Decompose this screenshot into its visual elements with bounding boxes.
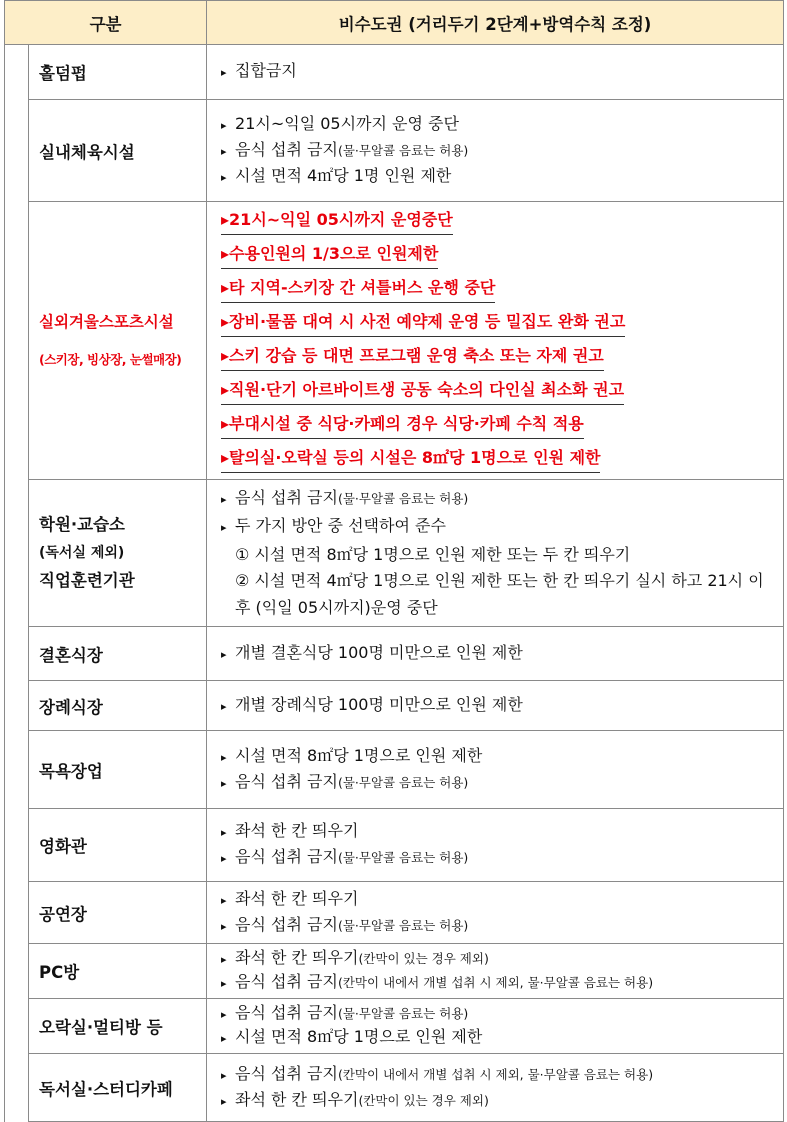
bullet-icon: ▸ <box>221 311 230 331</box>
category-cell: 목욕장업 <box>29 731 207 809</box>
rule-line-red: ▸장비·물품 대여 시 사전 예약제 운영 등 밀집도 완화 권고 <box>221 310 625 337</box>
rule-line-red: ▸탈의실·오락실 등의 시설은 8㎡당 1명으로 인원 제한 <box>221 446 600 473</box>
rules-cell <box>207 202 784 480</box>
table-row <box>5 681 784 731</box>
rule-subline: ① 시설 면적 8㎡당 1명으로 인원 제한 또는 두 칸 띄우기 <box>235 544 631 564</box>
category-cell: PC방 <box>29 944 207 999</box>
rule-line: ▸ 좌석 한 칸 띄우기(칸막이 있는 경우 제외) <box>221 1088 775 1114</box>
table-row <box>5 627 784 681</box>
header-rules: 비수도권 (거리두기 2단계+방역수칙 조정) <box>207 1 784 45</box>
category-cell: 결혼식장 <box>29 627 207 681</box>
rule-line-red: ▸직원·단기 아르바이트생 공동 숙소의 다인실 최소화 권고 <box>221 378 624 405</box>
rule-line-red: ▸스키 강습 등 대면 프로그램 운영 축소 또는 자제 권고 <box>221 344 604 371</box>
category-cell: 학원·교습소 (독서실 제외) 직업훈련기관 <box>29 480 207 627</box>
bullet-icon: ▸ <box>221 826 227 839</box>
rule-line: ▸ 시설 면적 4㎡당 1명 인원 제한 <box>221 164 775 190</box>
table-row <box>5 100 784 202</box>
rule-line: ▸ 음식 섭취 금지(물·무알콜 음료는 허용) <box>221 485 775 514</box>
rule-line: ▸ 집합금지 <box>221 59 775 85</box>
table-row <box>5 809 784 882</box>
bullet-icon: ▸ <box>221 521 227 535</box>
rules-cell <box>207 100 784 202</box>
rule-line: ▸ 음식 섭취 금지(칸막이 내에서 개별 섭취 시 제외, 물·무알콜 음료는 허용) <box>221 1062 775 1088</box>
bullet-icon: ▸ <box>221 413 230 433</box>
rule-line: ▸ 음식 섭취 금지(칸막이 내에서 개별 섭취 시 제외, 물·무알콜 음료는 허용) <box>221 971 775 995</box>
bullet-icon: ▸ <box>221 170 227 184</box>
rule-line-red: ▸타 지역-스키장 간 셔틀버스 운행 중단 <box>221 276 495 303</box>
bullet-icon: ▸ <box>221 852 227 865</box>
rules-cell <box>207 731 784 809</box>
category-cell: 독서실·스터디카페 <box>29 1054 207 1122</box>
rule-line: ▸ 개별 장례식당 100명 미만으로 인원 제한 <box>221 693 775 719</box>
table-row <box>5 999 784 1054</box>
rule-line: ▸ 좌석 한 칸 띄우기(칸막이 있는 경우 제외) <box>221 947 775 971</box>
table-row <box>5 731 784 809</box>
category-cell: 장례식장 <box>29 681 207 731</box>
rules-cell <box>207 999 784 1054</box>
rules-cell <box>207 45 784 100</box>
rule-line: ▸ 좌석 한 칸 띄우기 <box>221 819 775 845</box>
table-row <box>5 480 784 627</box>
table-row <box>5 45 784 100</box>
bullet-icon: ▸ <box>221 492 227 506</box>
category-cell: 실외겨울스포츠시설 (스키장, 빙상장, 눈썰매장) <box>29 202 207 480</box>
category-cell: 오락실·멀티방 등 <box>29 999 207 1054</box>
rule-line: ▸ 음식 섭취 금지(물·무알콜 음료는 허용) <box>221 770 775 796</box>
bullet-icon: ▸ <box>221 776 227 790</box>
rules-cell <box>207 1054 784 1122</box>
bullet-icon: ▸ <box>221 1032 227 1045</box>
rules-cell <box>207 627 784 681</box>
category-cell: 공연장 <box>29 882 207 944</box>
bullet-icon: ▸ <box>221 953 227 966</box>
table-row <box>5 944 784 999</box>
table-header-row <box>5 1 784 45</box>
regulation-table <box>4 0 784 1122</box>
rule-line: ▸ 음식 섭취 금지(물·무알콜 음료는 허용) <box>221 913 775 939</box>
bullet-icon: ▸ <box>221 277 230 297</box>
rule-line: ▸ 음식 섭취 금지(물·무알콜 음료는 허용) <box>221 1002 775 1026</box>
left-margin-cell <box>5 45 29 1122</box>
rule-line: ▸ 두 가지 방안 중 선택하여 준수 <box>221 513 775 542</box>
category-cell: 실내체육시설 <box>29 100 207 202</box>
rules-cell <box>207 944 784 999</box>
bullet-icon: ▸ <box>221 209 230 229</box>
rule-line-red: ▸수용인원의 1/3으로 인원제한 <box>221 242 438 269</box>
bullet-icon: ▸ <box>221 1094 227 1108</box>
table-row-highlight <box>5 202 784 480</box>
bullet-icon: ▸ <box>221 699 227 713</box>
bullet-icon: ▸ <box>221 977 227 990</box>
rule-line: ▸ 시설 면적 8㎡당 1명으로 인원 제한 <box>221 744 775 770</box>
rule-line: ▸ 음식 섭취 금지(물·무알콜 음료는 허용) <box>221 845 775 871</box>
rules-cell <box>207 681 784 731</box>
table-row <box>5 882 784 944</box>
rule-line: ▸ 음식 섭취 금지(물·무알콜 음료는 허용) <box>221 138 775 164</box>
category-cell: 홀덤펍 <box>29 45 207 100</box>
rules-cell <box>207 882 784 944</box>
rule-line-red: ▸21시~익일 05시까지 운영중단 <box>221 208 453 235</box>
bullet-icon: ▸ <box>221 919 227 933</box>
bullet-icon: ▸ <box>221 345 230 365</box>
header-category: 구분 <box>5 1 207 45</box>
bullet-icon: ▸ <box>221 750 227 764</box>
rules-cell <box>207 480 784 627</box>
rule-subline: ② 시설 면적 4㎡당 1명으로 인원 제한 또는 한 칸 띄우기 실시 하고 21시 이후 (익일 05시까지)운영 중단 <box>235 571 764 617</box>
rule-line: ▸ 개별 결혼식당 100명 미만으로 인원 제한 <box>221 641 775 667</box>
bullet-icon: ▸ <box>221 647 227 661</box>
rule-line: ▸ 21시~익일 05시까지 운영 중단 <box>221 112 775 138</box>
bullet-icon: ▸ <box>221 243 230 263</box>
bullet-icon: ▸ <box>221 144 227 158</box>
bullet-icon: ▸ <box>221 1068 227 1082</box>
rule-line: ▸ 좌석 한 칸 띄우기 <box>221 887 775 913</box>
bullet-icon: ▸ <box>221 447 230 467</box>
bullet-icon: ▸ <box>221 66 227 79</box>
rule-line: ▸ 시설 면적 8㎡당 1명으로 인원 제한 <box>221 1026 775 1050</box>
category-cell: 영화관 <box>29 809 207 882</box>
bullet-icon: ▸ <box>221 379 230 399</box>
rules-cell <box>207 809 784 882</box>
rule-line-red: ▸부대시설 중 식당·카페의 경우 식당·카페 수칙 적용 <box>221 412 584 439</box>
bullet-icon: ▸ <box>221 118 227 132</box>
bullet-icon: ▸ <box>221 1008 227 1021</box>
table-row <box>5 1054 784 1122</box>
bullet-icon: ▸ <box>221 893 227 907</box>
